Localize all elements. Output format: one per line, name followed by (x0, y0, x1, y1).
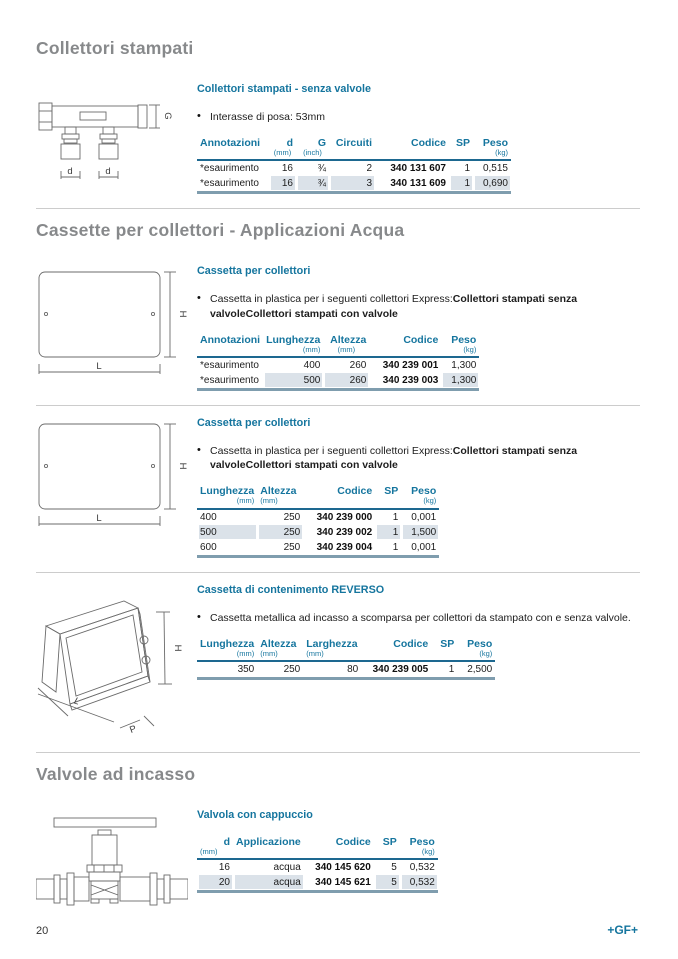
dim-label-g: G (162, 112, 173, 120)
column-unit: (mm) (263, 346, 323, 358)
section-divider (36, 752, 640, 753)
table-cell: 340 239 005 (361, 662, 431, 677)
column-unit: (kg) (401, 497, 439, 509)
bullet-item (197, 611, 640, 625)
column-unit: (mm) (269, 149, 296, 161)
column-header: Annotazioni (200, 137, 261, 150)
table-cell: *esaurimento (197, 373, 263, 388)
column-header: Altezza (260, 485, 297, 498)
block-collettori-senza-valvole (36, 83, 640, 194)
column-unit (375, 149, 449, 161)
table-units-row (197, 149, 511, 161)
column-unit: (kg) (457, 650, 495, 662)
section-divider (36, 572, 640, 573)
table-cell: 260 (323, 358, 369, 373)
block-content (197, 584, 640, 680)
table-cell: 260 (323, 373, 369, 388)
table-header-row (197, 334, 479, 346)
table-cell: 3 (329, 176, 375, 191)
box-diagram (36, 417, 197, 531)
column-unit (449, 149, 473, 161)
table-cell: 16 (269, 176, 296, 191)
table-header-row (197, 485, 439, 497)
bullet-text-segment: Cassetta metallica ad incasso a scomparsa per collettori da stampato con e senza valvole. (210, 611, 631, 624)
column-header: Applicazione (236, 835, 301, 848)
table-row (197, 373, 479, 388)
table-cell: *esaurimento (197, 358, 263, 373)
table-cell: 0,690 (473, 176, 511, 191)
table-row (197, 161, 511, 176)
dim-label-p: P (128, 723, 139, 736)
block-cassetta-2 (36, 417, 640, 558)
table-cell: 2 (329, 161, 375, 176)
spec-table-cassetta-1 (197, 334, 479, 391)
column-header: Peso (482, 137, 508, 150)
block-content (197, 265, 640, 391)
table-cell: ¾ (296, 176, 329, 191)
column-unit (431, 650, 457, 662)
block-content (197, 417, 640, 558)
table-cell: 340 239 003 (369, 373, 441, 388)
dim-label-d2: d (105, 166, 111, 177)
table-row (197, 525, 439, 540)
table-row (197, 540, 439, 555)
table-cell: *esaurimento (197, 161, 269, 176)
table-cell: acqua (233, 875, 304, 890)
column-header: Codice (403, 333, 439, 346)
valve-drawing-icon (36, 813, 188, 913)
column-header: Altezza (330, 333, 367, 346)
column-header: Peso (409, 835, 435, 848)
box-drawing-icon (36, 269, 188, 379)
column-unit (233, 848, 304, 860)
column-header: G (317, 137, 326, 150)
column-header: SP (382, 835, 397, 848)
column-unit: (mm) (197, 650, 257, 662)
column-unit (375, 497, 401, 509)
section-heading-collettori-stampati: Collettori stampati (36, 38, 194, 58)
column-unit: (kg) (441, 346, 479, 358)
bullet-text-segment: Collettori stampati senza valvoleCollettori stampati con valvole (210, 293, 578, 320)
column-header: Lunghezza (266, 333, 321, 346)
spec-table-reverso (197, 638, 495, 680)
table-cell: acqua (233, 860, 304, 875)
column-header: SP (455, 137, 470, 150)
table-header-row (197, 638, 495, 650)
column-unit (374, 848, 400, 860)
table-header-row (197, 137, 511, 149)
column-unit: (mm) (257, 497, 303, 509)
column-unit: (mm) (323, 346, 369, 358)
table-cell: 5 (374, 875, 400, 890)
table-cell: 16 (197, 860, 233, 875)
reverso-box-diagram (36, 584, 197, 738)
column-header: d (286, 137, 293, 150)
bullet-text-segment: Cassetta in plastica per i seguenti collettori Express: (210, 445, 453, 458)
section-heading-valvole: Valvole ad incasso (36, 763, 196, 784)
table-cell: 340 145 621 (304, 875, 374, 890)
dim-label-l: L (72, 695, 81, 708)
column-header: Lunghezza (200, 637, 255, 650)
column-unit: (mm) (257, 650, 303, 662)
table-cell: 400 (197, 510, 257, 525)
table-cell: 1,300 (441, 373, 479, 388)
table-cell: ¾ (296, 161, 329, 176)
page-number: 20 (36, 925, 49, 937)
product-title: Collettori stampati - senza valvole (197, 83, 371, 95)
table-cell: 1 (449, 161, 473, 176)
table-cell: 1 (431, 662, 457, 677)
column-unit (329, 149, 375, 161)
column-unit: (mm) (303, 650, 361, 662)
dim-label-l: L (96, 361, 102, 373)
spec-table-collettori-senza-valvole (197, 137, 511, 194)
table-cell: 250 (257, 662, 303, 677)
spec-table-valvola (197, 836, 438, 893)
column-header: Larghezza (306, 637, 358, 650)
block-cassetta-1 (36, 265, 640, 391)
column-header: Peso (467, 637, 493, 650)
section-divider (36, 405, 640, 406)
table-row (197, 358, 479, 373)
table-cell: 0,001 (401, 540, 439, 555)
bullet-item (197, 110, 640, 124)
manifold-diagram (36, 83, 197, 189)
table-cell: 250 (257, 540, 303, 555)
dim-label-h: H (177, 462, 188, 470)
block-valvola (36, 809, 640, 913)
table-units-row (197, 497, 439, 509)
table-row (197, 860, 438, 875)
table-cell: 20 (197, 875, 233, 890)
table-cell: 340 239 001 (369, 358, 441, 373)
column-header: Peso (451, 333, 477, 346)
column-unit (197, 346, 263, 358)
table-units-row (197, 346, 479, 358)
table-cell: 0,532 (400, 860, 438, 875)
table-units-row (197, 848, 438, 860)
table-cell: 1,300 (441, 358, 479, 373)
dim-label-d1: d (67, 166, 73, 177)
block-content (197, 809, 640, 893)
table-cell: 340 239 004 (303, 540, 375, 555)
dim-label-h: H (177, 310, 188, 318)
table-row (197, 875, 438, 890)
column-header: Peso (411, 485, 437, 498)
table-cell: 1 (375, 510, 401, 525)
table-row (197, 510, 439, 525)
column-unit (369, 346, 441, 358)
product-title: Cassetta per collettori (197, 417, 311, 430)
column-unit: (mm) (197, 497, 257, 509)
gf-brand-logo: +GF+ (607, 923, 638, 937)
table-cell: 0,532 (400, 875, 438, 890)
block-reverso (36, 584, 640, 738)
column-header: Codice (335, 835, 371, 848)
bullet-item (197, 292, 640, 320)
table-cell: 340 145 620 (304, 860, 374, 875)
bullet-text-segment: Cassetta in plastica per i seguenti collettori Express: (210, 293, 453, 306)
column-header: Codice (393, 637, 429, 650)
column-header: Altezza (260, 637, 297, 650)
box-diagram (36, 265, 197, 379)
product-title: Cassetta di contenimento REVERSO (197, 583, 385, 596)
bullet-text-segment: Interasse di posa: 53mm (210, 111, 325, 123)
table-cell: 340 239 002 (303, 525, 375, 540)
column-unit (361, 650, 431, 662)
table-cell: 1,500 (401, 525, 439, 540)
table-cell: 340 131 609 (375, 176, 449, 191)
column-header: Codice (337, 485, 373, 498)
column-header: Circuiti (335, 137, 372, 150)
table-cell: 80 (303, 662, 361, 677)
product-title: Valvola con cappuccio (197, 808, 313, 821)
manifold-drawing-icon (36, 87, 186, 189)
table-cell: 340 239 000 (303, 510, 375, 525)
table-cell: 600 (197, 540, 257, 555)
column-header: d (223, 835, 230, 848)
table-row (197, 176, 511, 191)
table-cell: 500 (197, 525, 257, 540)
column-header: SP (384, 485, 399, 498)
table-cell: 350 (197, 662, 257, 677)
reverso-drawing-icon (36, 588, 188, 738)
table-cell: 0,515 (473, 161, 511, 176)
bullet-item (197, 444, 640, 472)
table-header-row (197, 836, 438, 848)
table-row (197, 662, 495, 677)
column-unit (303, 497, 375, 509)
column-unit (304, 848, 374, 860)
table-cell: 16 (269, 161, 296, 176)
column-unit: (kg) (400, 848, 438, 860)
table-cell: 340 131 607 (375, 161, 449, 176)
product-title: Cassetta per collettori (197, 265, 311, 278)
table-cell: 400 (263, 358, 323, 373)
table-cell: 2,500 (457, 662, 495, 677)
column-unit: (inch) (296, 149, 329, 161)
column-header: Annotazioni (200, 333, 261, 346)
column-unit: (mm) (197, 848, 233, 860)
table-cell: 0,001 (401, 510, 439, 525)
column-header: SP (440, 637, 455, 650)
table-cell: 250 (257, 525, 303, 540)
valve-diagram (36, 809, 197, 913)
section-divider (36, 208, 640, 209)
table-cell: 1 (375, 525, 401, 540)
dim-label-h: H (172, 644, 183, 652)
table-cell: 1 (449, 176, 473, 191)
box-drawing-icon (36, 421, 188, 531)
column-unit: (kg) (473, 149, 511, 161)
dim-label-l: L (96, 513, 102, 525)
section-heading-cassette: Cassette per collettori - Applicazioni Acqua (36, 220, 405, 241)
table-cell: 5 (374, 860, 400, 875)
table-cell: *esaurimento (197, 176, 269, 191)
bullet-text-segment: Collettori stampati senza valvoleCollettori stampati con valvole (210, 445, 578, 472)
table-units-row (197, 650, 495, 662)
table-cell: 250 (257, 510, 303, 525)
table-cell: 1 (375, 540, 401, 555)
column-header: Codice (410, 137, 446, 150)
column-header: Lunghezza (200, 485, 255, 498)
spec-table-cassetta-2 (197, 485, 439, 557)
table-cell: 500 (263, 373, 323, 388)
block-content (197, 83, 640, 194)
column-unit (197, 149, 269, 161)
